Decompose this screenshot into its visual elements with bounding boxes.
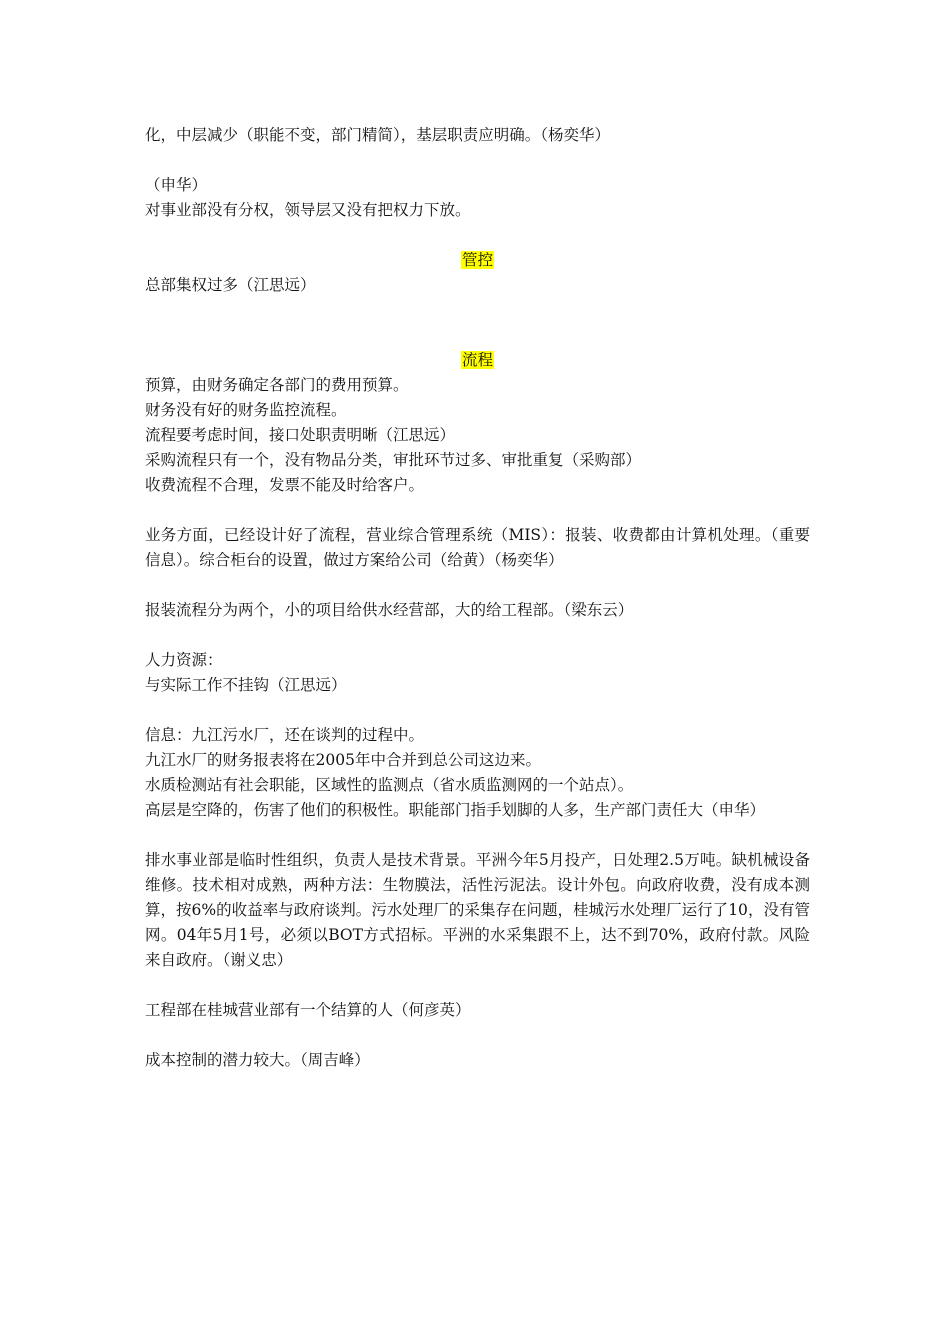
text-line-speaker: （申华） xyxy=(145,176,208,194)
document-body xyxy=(145,123,810,1073)
paragraph-cost: 成本控制的潜力较大。（周吉峰） xyxy=(145,1051,370,1069)
blank-line xyxy=(145,1023,810,1048)
paragraph-install-process: 报装流程分为两个，小的项目给供水经营部，大的给工程部。（梁东云） xyxy=(145,601,634,619)
blank-line xyxy=(145,623,810,648)
blank-lines xyxy=(145,298,810,348)
blank-line xyxy=(145,498,810,523)
paragraph-management: 高层是空降的，伤害了他们的积极性。职能部门指手划脚的人多，生产部门责任大（申华） xyxy=(145,801,766,819)
blank-line xyxy=(145,973,810,998)
text-line-financial-report: 九江水厂的财务报表将在2005年中合并到总公司这边来。 xyxy=(145,751,541,769)
blank-line xyxy=(145,223,810,248)
paragraph-engineering: 工程部在桂城营业部有一个结算的人（何彦英） xyxy=(145,1001,471,1019)
blank-line xyxy=(145,823,810,848)
process-line: 预算，由财务确定各部门的费用预算。 xyxy=(145,376,409,394)
section-heading-control xyxy=(145,248,810,273)
text-line-hr-label: 人力资源： xyxy=(145,651,223,669)
blank-line xyxy=(145,573,810,598)
paragraph-business: 业务方面，已经设计好了流程，营业综合管理系统（MIS）：报装、收费都由计算机处理。（重要信息）。综合柜台的设置，做过方案给公司（给黄）（杨奕华） xyxy=(145,526,810,569)
text-line-hr-detail: 与实际工作不挂钩（江思远） xyxy=(145,676,347,694)
process-line: 流程要考虑时间，接口处职责明晰（江思远） xyxy=(145,426,456,444)
highlighted-heading-text: 管控 xyxy=(461,251,493,269)
blank-line xyxy=(145,148,810,173)
process-line: 收费流程不合理，发票不能及时给客户。 xyxy=(145,476,425,494)
text-line-decentralization: 对事业部没有分权，领导层又没有把权力下放。 xyxy=(145,201,471,219)
process-line: 财务没有好的财务监控流程。 xyxy=(145,401,347,419)
text-line-org-structure: 化，中层减少（职能不变，部门精简），基层职责应明确。（杨奕华） xyxy=(145,126,611,144)
text-line-centralization: 总部集权过多（江思远） xyxy=(145,276,316,294)
section-heading-process xyxy=(145,348,810,373)
paragraph-drainage: 排水事业部是临时性组织，负责人是技术背景。平洲今年5月投产，日处理2.5万吨。缺机械设备维修。技术相对成熟，两种方法：生物膜法，活性污泥法。设计外包。向政府收费，没有成本测算，按6%的收益率与政府谈判。污水处理厂的采集存在问题，桂城污水处理厂运行了10，没有管网。04年5月1号，必须以BOT方式招标。平洲的水采集跟不上，达不到70%，政府付款。风险来自政府。（谢义忠） xyxy=(145,851,810,969)
highlighted-heading-text: 流程 xyxy=(461,351,493,369)
text-line-info: 信息：九江污水厂，还在谈判的过程中。 xyxy=(145,726,425,744)
text-line-water-quality: 水质检测站有社会职能，区域性的监测点（省水质监测网的一个站点）。 xyxy=(145,776,634,794)
blank-line xyxy=(145,698,810,723)
process-line: 采购流程只有一个，没有物品分类，审批环节过多、审批重复（采购部） xyxy=(145,451,642,469)
